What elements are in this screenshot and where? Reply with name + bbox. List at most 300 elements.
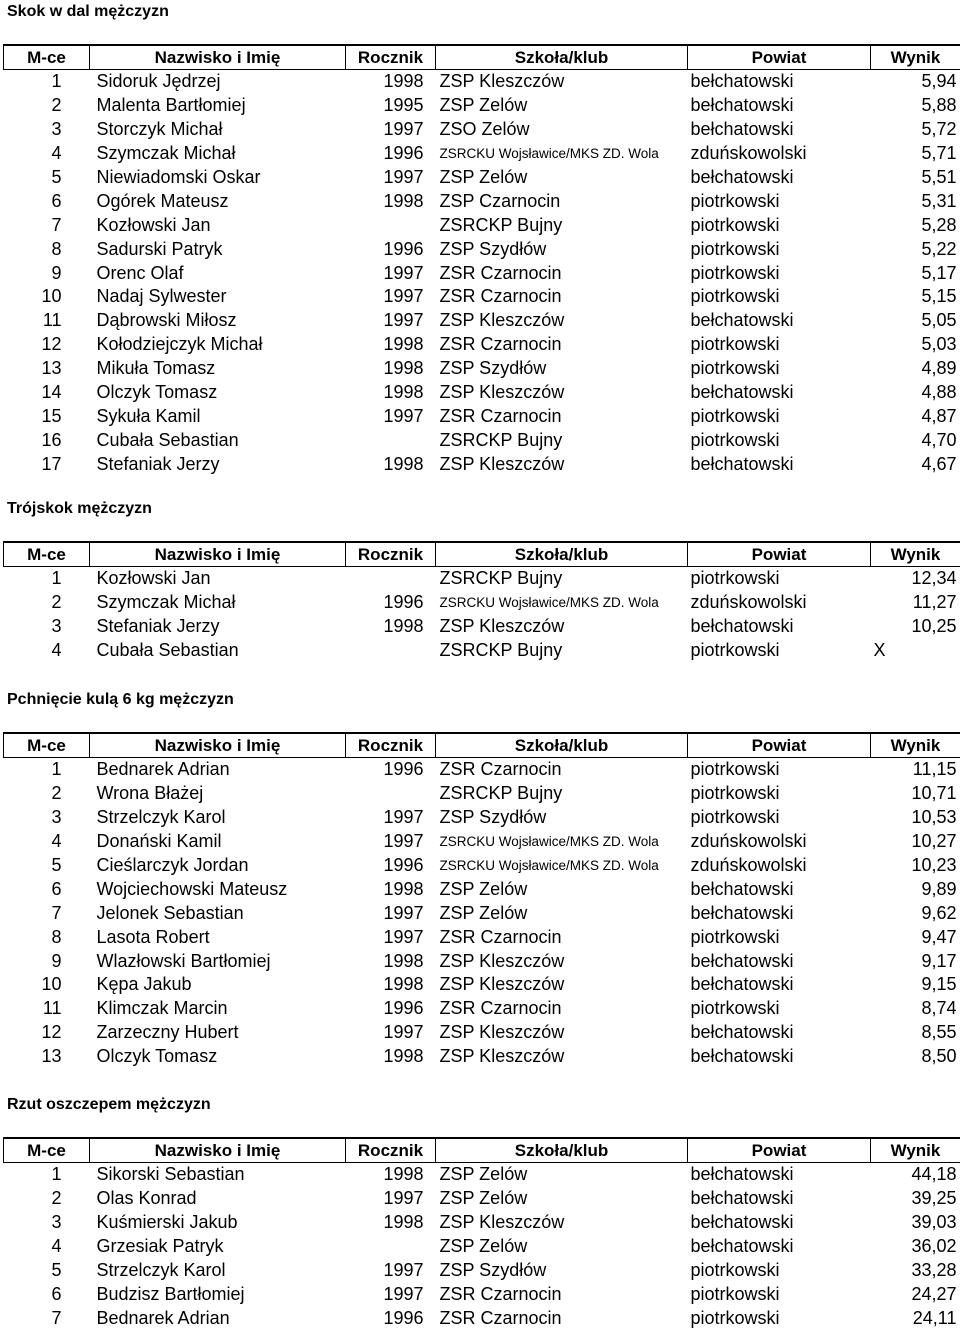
cell-name: Stefaniak Jerzy	[96, 453, 220, 474]
cell-district: bełchatowski	[690, 878, 794, 899]
cell-place: 5	[51, 855, 62, 875]
cell-district: zduńskowolski	[690, 855, 807, 875]
cell-district: bełchatowski	[690, 1022, 794, 1043]
cell-year: 1998	[383, 974, 424, 995]
table-row	[4, 782, 960, 806]
table-row	[4, 877, 960, 901]
cell-district: bełchatowski	[690, 453, 794, 474]
cell-name: Ogórek Mateusz	[96, 190, 229, 211]
cell-year: 1996	[383, 1307, 424, 1328]
cell-result: 9,17	[921, 950, 957, 971]
table-row	[4, 567, 960, 591]
cell-name: Grzesiak Patryk	[96, 1236, 224, 1257]
cell-place: 6	[51, 878, 62, 899]
cell-year: 1997	[383, 262, 424, 283]
cell-result: 5,22	[921, 238, 957, 259]
cell-school: ZSP Kleszczów	[439, 616, 565, 637]
cell-school: ZSRCKP Bujny	[439, 783, 563, 804]
results-table	[3, 44, 960, 476]
cell-district: zduńskowolski	[690, 143, 807, 164]
header-place: M-ce	[4, 733, 90, 758]
cell-place: 3	[51, 616, 62, 637]
cell-district: bełchatowski	[690, 95, 794, 116]
cell-year: 1997	[383, 831, 424, 852]
cell-district: bełchatowski	[690, 1236, 794, 1257]
cell-place: 13	[41, 1046, 62, 1067]
cell-place: 17	[41, 453, 62, 474]
cell-year	[346, 639, 436, 663]
table-row	[4, 428, 960, 452]
cell-result: 10,53	[911, 807, 957, 828]
cell-result: 36,02	[911, 1236, 957, 1257]
header-place: M-ce	[4, 45, 90, 70]
cell-year: 1997	[383, 286, 424, 307]
cell-school: ZSRCKU Wojsławice/MKS ZD. Wola	[439, 858, 659, 873]
cell-year: 1997	[383, 807, 424, 828]
cell-result: 8,55	[921, 1022, 957, 1043]
cell-place: 4	[51, 143, 62, 164]
cell-school: ZSP Kleszczów	[439, 1212, 565, 1233]
table-row	[4, 1163, 960, 1187]
cell-place: 10	[41, 286, 62, 307]
cell-year	[346, 567, 436, 591]
cell-school: ZSP Zelów	[439, 1188, 528, 1209]
cell-year: 1997	[383, 902, 424, 923]
cell-result: 24,11	[912, 1307, 957, 1328]
cell-year: 1997	[383, 1188, 424, 1209]
cell-name: Sikorski Sebastian	[96, 1164, 245, 1185]
table-row	[4, 213, 960, 237]
cell-school: ZSP Zelów	[439, 902, 528, 923]
cell-school: ZSP Szydłów	[439, 1260, 547, 1280]
cell-name: Nadaj Sylwester	[96, 286, 227, 307]
cell-school: ZSRCKU Wojsławice/MKS ZD. Wola	[439, 146, 659, 162]
header-school: Szkoła/klub	[436, 45, 688, 70]
cell-school: ZSP Kleszczów	[439, 382, 565, 403]
cell-name: Wrona Błażej	[96, 783, 204, 804]
cell-district: piotrkowski	[690, 759, 780, 780]
cell-district: piotrkowski	[690, 286, 780, 307]
header-district: Powiat	[688, 542, 871, 567]
cell-year: 1998	[383, 1046, 424, 1067]
cell-school: ZSP Kleszczów	[439, 950, 565, 971]
header-district: Powiat	[688, 45, 871, 70]
cell-place: 11	[42, 998, 62, 1019]
table-row	[4, 333, 960, 357]
cell-name: Budzisz Bartłomiej	[96, 1283, 245, 1304]
cell-name: Cubała Sebastian	[96, 429, 239, 450]
cell-name: Zarzeczny Hubert	[96, 1022, 239, 1043]
cell-district: piotrkowski	[690, 190, 780, 211]
cell-district: piotrkowski	[690, 640, 780, 661]
cell-school: ZSP Kleszczów	[439, 71, 565, 92]
cell-place: 2	[51, 1188, 62, 1209]
table-row	[4, 1021, 960, 1045]
cell-name: Wlazłowski Bartłomiej	[96, 950, 271, 971]
table-row	[4, 1235, 960, 1259]
section-title: Pchnięcie kulą 6 kg mężczyzn	[7, 691, 234, 708]
cell-name: Kołodziejczyk Michał	[96, 334, 263, 355]
cell-school: ZSP Zelów	[439, 167, 528, 187]
cell-place: 10	[41, 974, 62, 995]
cell-year: 1997	[383, 1283, 424, 1304]
cell-result: 44,18	[911, 1164, 957, 1185]
header-result: Wynik	[871, 733, 960, 758]
cell-place: 7	[51, 1307, 62, 1328]
cell-district: piotrkowski	[690, 926, 780, 947]
cell-district: piotrkowski	[690, 262, 780, 283]
cell-place: 3	[51, 1212, 62, 1233]
cell-year: 1997	[383, 310, 424, 331]
cell-year: 1997	[383, 119, 424, 140]
cell-school: ZSR Czarnocin	[439, 1307, 562, 1328]
cell-district: piotrkowski	[690, 1283, 780, 1304]
header-name: Nazwisko i Imię	[90, 733, 346, 758]
table-row	[4, 925, 960, 949]
cell-school: ZSRCKP Bujny	[439, 214, 563, 235]
cell-result: 9,62	[921, 902, 957, 923]
cell-result: 5,94	[921, 71, 957, 92]
table-row	[4, 854, 960, 878]
cell-result: 9,15	[921, 974, 957, 995]
cell-result: 10,27	[911, 831, 957, 852]
cell-school: ZSP Zelów	[439, 95, 528, 116]
table-row	[4, 237, 960, 261]
cell-district: bełchatowski	[690, 1164, 794, 1185]
cell-name: Cieślarczyk Jordan	[96, 855, 249, 875]
cell-name: Kuśmierski Jakub	[96, 1212, 238, 1233]
cell-result: 4,89	[921, 358, 957, 379]
table-row	[4, 189, 960, 213]
cell-name: Malenta Bartłomiej	[96, 95, 246, 116]
cell-result: 5,31	[921, 190, 957, 211]
cell-district: bełchatowski	[690, 950, 794, 971]
cell-result: 4,67	[921, 453, 957, 474]
cell-district: bełchatowski	[690, 1046, 794, 1067]
cell-name: Strzelczyk Karol	[96, 807, 226, 828]
section-title: Trójskok mężczyzn	[7, 500, 152, 517]
cell-year: 1996	[383, 592, 424, 613]
cell-school: ZSP Kleszczów	[439, 974, 565, 995]
cell-name: Niewiadomski Oskar	[96, 167, 261, 187]
cell-name: Sadurski Patryk	[96, 238, 223, 259]
table-row	[4, 639, 960, 663]
cell-name: Cubała Sebastian	[96, 640, 239, 661]
cell-result: 5,71	[921, 143, 957, 164]
cell-district: piotrkowski	[690, 429, 780, 450]
cell-school: ZSP Czarnocin	[439, 190, 561, 211]
cell-result: 5,05	[921, 310, 957, 331]
cell-name: Bednarek Adrian	[96, 759, 230, 780]
cell-district: bełchatowski	[690, 1212, 794, 1233]
header-result: Wynik	[871, 45, 960, 70]
results-table	[3, 732, 960, 1069]
cell-school: ZSP Kleszczów	[439, 1022, 565, 1043]
cell-school: ZSRCKP Bujny	[439, 568, 563, 589]
header-district: Powiat	[688, 1138, 871, 1163]
cell-result: 5,03	[921, 334, 957, 355]
cell-name: Wojciechowski Mateusz	[96, 878, 288, 899]
cell-district: bełchatowski	[690, 71, 794, 92]
cell-name: Orenc Olaf	[96, 262, 184, 283]
cell-school: ZSR Czarnocin	[439, 262, 562, 283]
cell-district: piotrkowski	[690, 238, 780, 259]
cell-school: ZSP Kleszczów	[439, 310, 565, 331]
cell-district: piotrkowski	[690, 334, 780, 355]
cell-name: Szymczak Michał	[96, 143, 236, 164]
cell-year: 1996	[383, 759, 424, 780]
cell-year: 1998	[383, 616, 424, 637]
cell-district: bełchatowski	[690, 119, 794, 140]
cell-name: Storczyk Michał	[96, 119, 223, 140]
cell-district: bełchatowski	[690, 974, 794, 995]
cell-place: 1	[51, 759, 62, 780]
cell-name: Olas Konrad	[96, 1188, 197, 1209]
cell-year: 1998	[383, 71, 424, 92]
cell-place: 15	[41, 405, 62, 426]
table-row	[4, 381, 960, 405]
header-year: Rocznik	[346, 542, 436, 567]
header-district: Powiat	[688, 733, 871, 758]
cell-school: ZSRCKP Bujny	[439, 640, 563, 661]
cell-place: 7	[51, 214, 62, 235]
header-name: Nazwisko i Imię	[90, 45, 346, 70]
cell-year: 1998	[383, 358, 424, 379]
cell-place: 6	[51, 190, 62, 211]
cell-school: ZSRCKU Wojsławice/MKS ZD. Wola	[439, 595, 659, 611]
cell-name: Jelonek Sebastian	[96, 902, 244, 923]
cell-name: Sidoruk Jędrzej	[96, 71, 221, 92]
header-year: Rocznik	[346, 45, 436, 70]
header-place: M-ce	[4, 542, 90, 567]
table-row	[4, 261, 960, 285]
cell-year: 1996	[383, 855, 424, 875]
cell-place: 4	[51, 831, 62, 852]
cell-school: ZSP Zelów	[439, 878, 528, 899]
cell-district: bełchatowski	[690, 167, 794, 187]
cell-result: 5,17	[921, 262, 957, 283]
cell-place: 2	[51, 592, 62, 613]
cell-result: 4,88	[921, 382, 957, 403]
table-row	[4, 758, 960, 782]
cell-school: ZSR Czarnocin	[439, 286, 562, 307]
cell-result: 11,27	[912, 592, 957, 613]
cell-place: 11	[42, 310, 62, 331]
cell-school: ZSRCKP Bujny	[439, 429, 563, 450]
cell-year: 1997	[383, 167, 424, 187]
cell-place: 1	[51, 568, 62, 589]
header-place: M-ce	[4, 1138, 90, 1163]
header-year: Rocznik	[346, 1138, 436, 1163]
header-school: Szkoła/klub	[436, 1138, 688, 1163]
cell-place: 3	[51, 119, 62, 140]
cell-year: 1998	[383, 190, 424, 211]
cell-place: 14	[41, 382, 62, 403]
cell-place: 5	[51, 167, 62, 187]
cell-year: 1998	[383, 950, 424, 971]
cell-result: 4,87	[921, 405, 957, 426]
table-row	[4, 615, 960, 639]
cell-place: 12	[41, 334, 62, 355]
cell-district: zduńskowolski	[690, 592, 807, 613]
cell-name: Klimczak Marcin	[96, 998, 228, 1019]
cell-result: 10,23	[911, 855, 957, 875]
cell-place: 8	[51, 926, 62, 947]
table-row	[4, 901, 960, 925]
cell-result: 39,25	[911, 1188, 957, 1209]
cell-year: 1997	[383, 1022, 424, 1043]
cell-place: 4	[51, 640, 62, 661]
cell-result: 9,89	[921, 878, 957, 899]
table-row	[4, 357, 960, 381]
cell-place: 5	[51, 1260, 62, 1280]
cell-school: ZSP Kleszczów	[439, 453, 565, 474]
cell-name: Dąbrowski Miłosz	[96, 310, 237, 331]
header-row	[4, 1138, 960, 1163]
header-name: Nazwisko i Imię	[90, 1138, 346, 1163]
cell-school: ZSO Zelów	[439, 119, 530, 140]
table-row	[4, 1259, 960, 1283]
cell-name: Strzelczyk Karol	[96, 1260, 226, 1280]
cell-year	[346, 213, 436, 237]
table-row	[4, 452, 960, 476]
section-title: Rzut oszczepem mężczyzn	[7, 1096, 211, 1113]
cell-name: Kępa Jakub	[96, 974, 192, 995]
cell-place: 1	[51, 1164, 62, 1185]
table-row	[4, 70, 960, 94]
header-name: Nazwisko i Imię	[90, 542, 346, 567]
table-row	[4, 949, 960, 973]
table-row	[4, 404, 960, 428]
cell-district: piotrkowski	[690, 998, 780, 1019]
cell-district: piotrkowski	[690, 1307, 780, 1328]
cell-year: 1996	[383, 998, 424, 1019]
cell-year	[346, 428, 436, 452]
cell-school: ZSP Zelów	[439, 1164, 528, 1185]
cell-place: 3	[51, 807, 62, 828]
cell-place: 12	[41, 1022, 62, 1043]
cell-district: zduńskowolski	[690, 831, 807, 852]
cell-district: bełchatowski	[690, 1188, 794, 1209]
cell-name: Olczyk Tomasz	[96, 1046, 218, 1067]
cell-place: 13	[41, 358, 62, 379]
cell-place: 2	[51, 95, 62, 116]
cell-year: 1998	[383, 334, 424, 355]
cell-school: ZSP Kleszczów	[439, 1046, 565, 1067]
cell-year: 1995	[383, 95, 424, 116]
header-school: Szkoła/klub	[436, 733, 688, 758]
table-row	[4, 806, 960, 830]
table-row	[4, 1211, 960, 1235]
results-table	[3, 541, 960, 663]
table-row	[4, 118, 960, 142]
cell-result: 5,15	[921, 286, 957, 307]
cell-result: 33,28	[911, 1260, 957, 1280]
cell-year: 1996	[383, 238, 424, 259]
cell-result: 10,71	[911, 783, 957, 804]
cell-year: 1998	[383, 1164, 424, 1185]
cell-school: ZSP Zelów	[439, 1236, 528, 1257]
cell-district: bełchatowski	[690, 902, 794, 923]
cell-school: ZSP Szydłów	[439, 358, 547, 379]
cell-district: piotrkowski	[690, 214, 780, 235]
table-row	[4, 1306, 960, 1330]
cell-result: 8,50	[921, 1046, 957, 1067]
cell-school: ZSP Szydłów	[439, 238, 547, 259]
cell-year: 1997	[383, 926, 424, 947]
table-row	[4, 830, 960, 854]
cell-year	[346, 782, 436, 806]
cell-name: Olczyk Tomasz	[96, 382, 218, 403]
cell-year: 1997	[383, 405, 424, 426]
cell-year: 1998	[383, 453, 424, 474]
cell-result: 24,27	[911, 1283, 957, 1304]
cell-year: 1998	[383, 878, 424, 899]
cell-place: 7	[51, 902, 62, 923]
cell-year	[346, 1235, 436, 1259]
cell-result: 5,88	[921, 95, 957, 116]
table-row	[4, 1045, 960, 1069]
cell-school: ZSR Czarnocin	[439, 1283, 562, 1304]
header-row	[4, 45, 960, 70]
cell-result: 4,70	[921, 429, 957, 450]
cell-name: Donański Kamil	[96, 831, 222, 852]
cell-place: 8	[51, 238, 62, 259]
cell-result: X	[873, 640, 886, 661]
results-table	[3, 1137, 960, 1330]
cell-result: 10,25	[911, 616, 957, 637]
cell-result: 5,72	[921, 119, 957, 140]
cell-name: Stefaniak Jerzy	[96, 616, 220, 637]
table-row	[4, 1187, 960, 1211]
cell-year: 1998	[383, 1212, 424, 1233]
table-row	[4, 1282, 960, 1306]
cell-year: 1996	[383, 143, 424, 164]
cell-district: bełchatowski	[690, 616, 794, 637]
cell-result: 9,47	[921, 926, 957, 947]
table-row	[4, 309, 960, 333]
cell-district: bełchatowski	[690, 310, 794, 331]
cell-district: piotrkowski	[690, 358, 780, 379]
cell-result: 5,28	[921, 214, 957, 235]
cell-district: piotrkowski	[690, 568, 780, 589]
table-row	[4, 591, 960, 615]
header-row	[4, 542, 960, 567]
cell-name: Kozłowski Jan	[96, 214, 211, 235]
cell-place: 16	[41, 429, 62, 450]
cell-school: ZSRCKU Wojsławice/MKS ZD. Wola	[439, 834, 659, 850]
cell-district: piotrkowski	[690, 783, 780, 804]
cell-name: Sykuła Kamil	[96, 405, 201, 426]
cell-name: Lasota Robert	[96, 926, 210, 947]
cell-place: 9	[51, 950, 62, 971]
cell-school: ZSR Czarnocin	[439, 334, 562, 355]
table-row	[4, 94, 960, 118]
cell-result: 39,03	[911, 1212, 957, 1233]
cell-school: ZSR Czarnocin	[439, 998, 562, 1019]
header-school: Szkoła/klub	[436, 542, 688, 567]
cell-result: 5,51	[921, 167, 957, 187]
cell-result: 12,34	[911, 568, 957, 589]
cell-school: ZSP Szydłów	[439, 807, 547, 828]
header-year: Rocznik	[346, 733, 436, 758]
header-row	[4, 733, 960, 758]
cell-year: 1997	[383, 1260, 424, 1280]
cell-school: ZSR Czarnocin	[439, 759, 562, 780]
cell-year: 1998	[383, 382, 424, 403]
table-row	[4, 973, 960, 997]
cell-place: 9	[51, 262, 62, 283]
